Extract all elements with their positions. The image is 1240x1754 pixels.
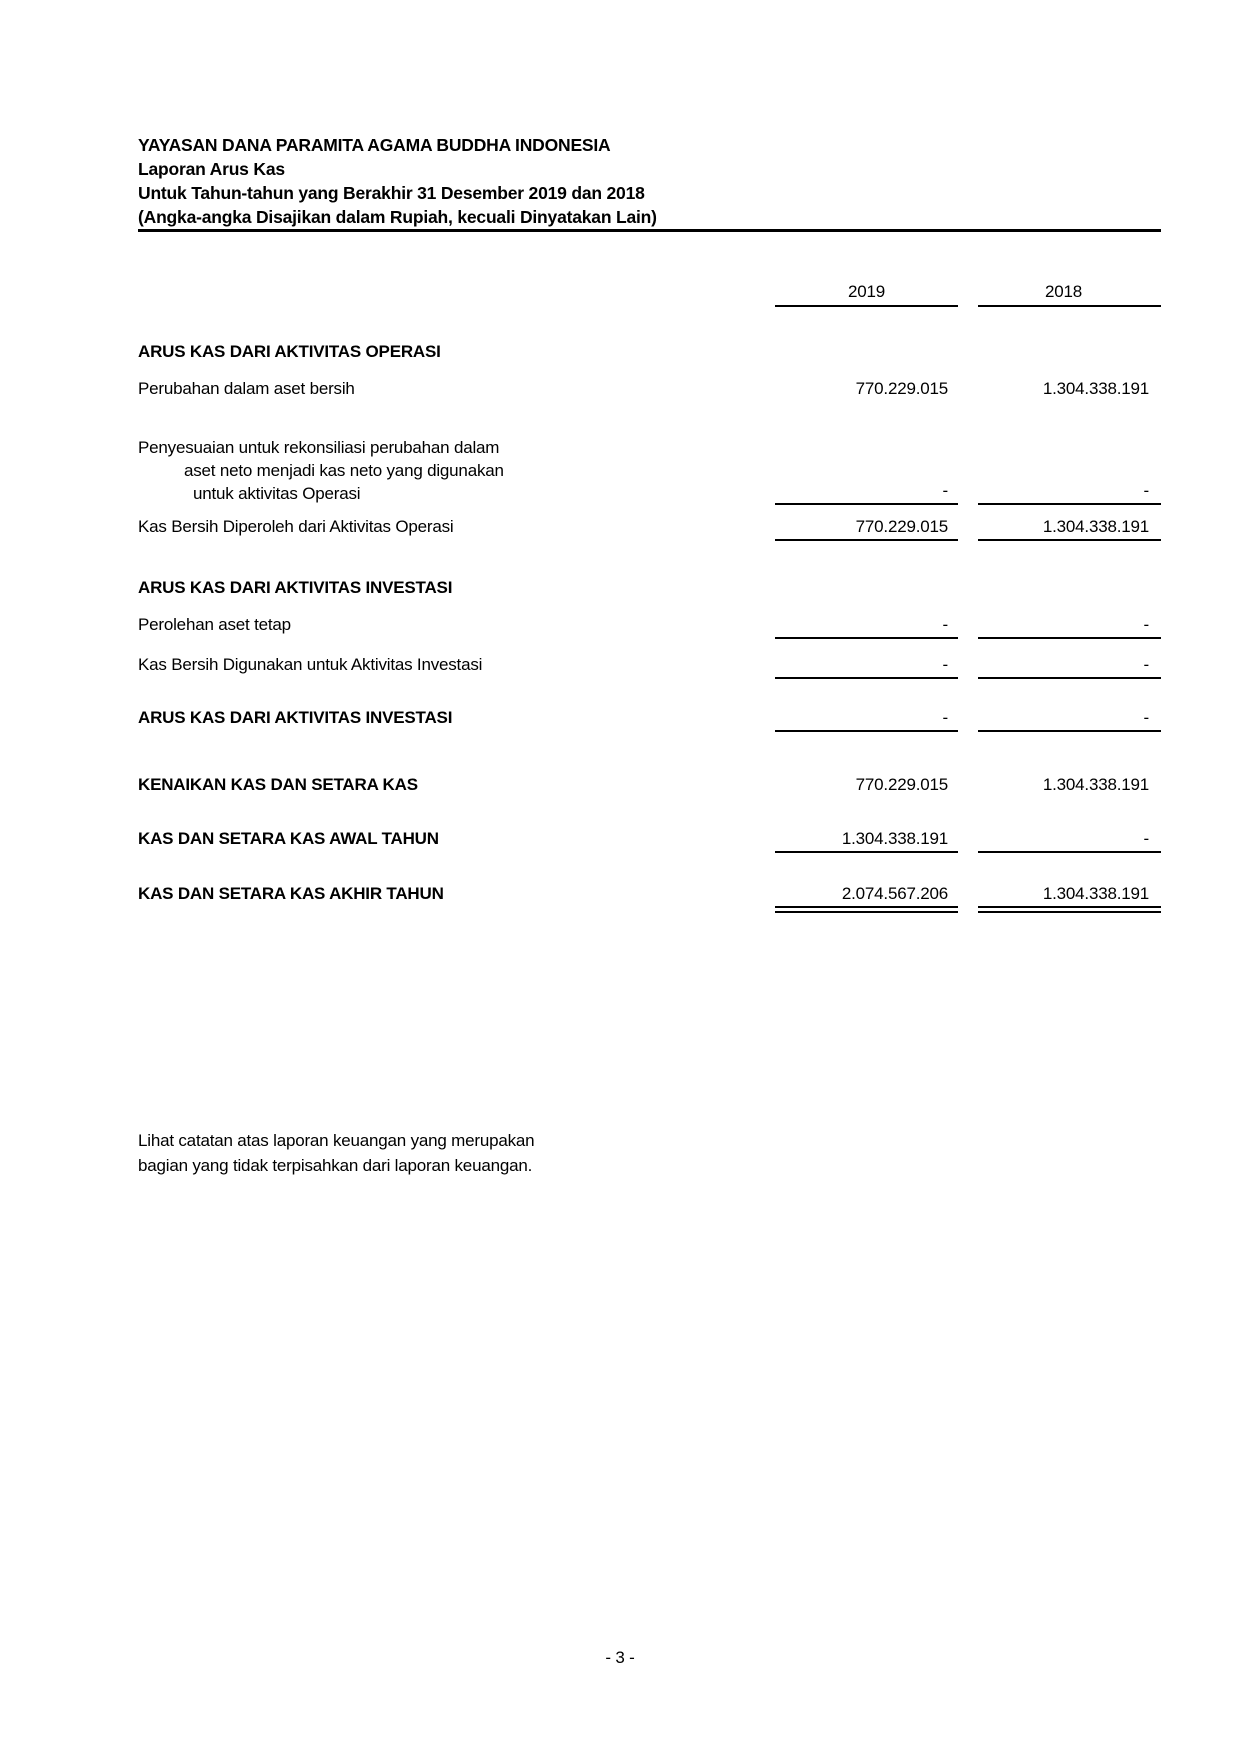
row-label-line-1: Penyesuaian untuk rekonsiliasi perubahan dalam [138, 438, 500, 457]
value-2018: - [978, 708, 1161, 732]
value-2019: - [775, 708, 958, 732]
value-2019: 770.229.015 [775, 517, 958, 541]
value-2019: 770.229.015 [855, 379, 948, 398]
value-2018: 1.304.338.191 [1042, 775, 1149, 794]
value-2018: 1.304.338.191 [978, 517, 1161, 541]
value-2018: - [978, 615, 1161, 639]
note-line-1: Lihat catatan atas laporan keuangan yang merupakan [138, 1131, 535, 1150]
value-2019: - [775, 481, 958, 505]
table-row-reconciliation-adjustments [138, 436, 1161, 505]
row-label: ARUS KAS DARI AKTIVITAS INVESTASI [138, 708, 453, 727]
year-column-header-2018: 2018 [978, 282, 1161, 307]
value-2019: 1.304.338.191 [775, 829, 958, 853]
table-row-net-cash-from-operating [138, 517, 1161, 541]
note-line-2: bagian yang tidak terpisahkan dari laporan keuangan. [138, 1156, 533, 1175]
row-label: Kas Bersih Diperoleh dari Aktivitas Operasi [138, 517, 454, 536]
table-row-investing-total [138, 708, 1161, 732]
row-label: Kas Bersih Digunakan untuk Aktivitas Investasi [138, 655, 483, 674]
table-row-section-operating [138, 342, 1161, 362]
value-2018: - [978, 655, 1161, 679]
row-label: Perolehan aset tetap [138, 615, 291, 634]
section-title: ARUS KAS DARI AKTIVITAS INVESTASI [138, 578, 453, 597]
value-2019: - [775, 655, 958, 679]
value-2019: 2.074.567.206 [775, 884, 958, 913]
year-column-headers [138, 282, 1161, 307]
document-header [138, 133, 1161, 232]
table-row-cash-beginning-of-year [138, 829, 1161, 853]
row-label-line-2: aset neto menjadi kas neto yang digunakan [184, 461, 504, 480]
row-label: Perubahan dalam aset bersih [138, 379, 355, 398]
year-column-header-2019: 2019 [775, 282, 958, 307]
cash-flow-statement-page [138, 133, 1161, 1178]
value-2018: - [978, 481, 1161, 505]
section-title: ARUS KAS DARI AKTIVITAS OPERASI [138, 342, 441, 361]
row-label: KAS DAN SETARA KAS AKHIR TAHUN [138, 884, 444, 903]
value-2019: - [775, 615, 958, 639]
row-label-line-3: untuk aktivitas Operasi [193, 484, 361, 503]
table-row-cash-end-of-year [138, 884, 1161, 913]
report-period: Untuk Tahun-tahun yang Berakhir 31 Desember 2019 dan 2018 [138, 183, 645, 203]
table-row-net-cash-used-investing [138, 655, 1161, 679]
value-2018: - [978, 829, 1161, 853]
currency-note: (Angka-angka Disajikan dalam Rupiah, kecuali Dinyatakan Lain) [138, 207, 657, 227]
row-label: KENAIKAN KAS DAN SETARA KAS [138, 775, 418, 794]
page-number: - 3 - [605, 1648, 635, 1667]
organization-name: YAYASAN DANA PARAMITA AGAMA BUDDHA INDONESIA [138, 135, 611, 155]
financial-statement-note [138, 1128, 1161, 1178]
value-2018: 1.304.338.191 [978, 884, 1161, 913]
table-row-increase-in-cash [138, 775, 1161, 795]
value-2019: 770.229.015 [855, 775, 948, 794]
row-label: KAS DAN SETARA KAS AWAL TAHUN [138, 829, 439, 848]
table-row-change-in-net-assets [138, 379, 1161, 399]
value-2018: 1.304.338.191 [1042, 379, 1149, 398]
table-row-section-investing [138, 578, 1161, 598]
table-row-fixed-asset-acquisition [138, 615, 1161, 639]
row-label [138, 436, 775, 505]
report-title: Laporan Arus Kas [138, 159, 285, 179]
